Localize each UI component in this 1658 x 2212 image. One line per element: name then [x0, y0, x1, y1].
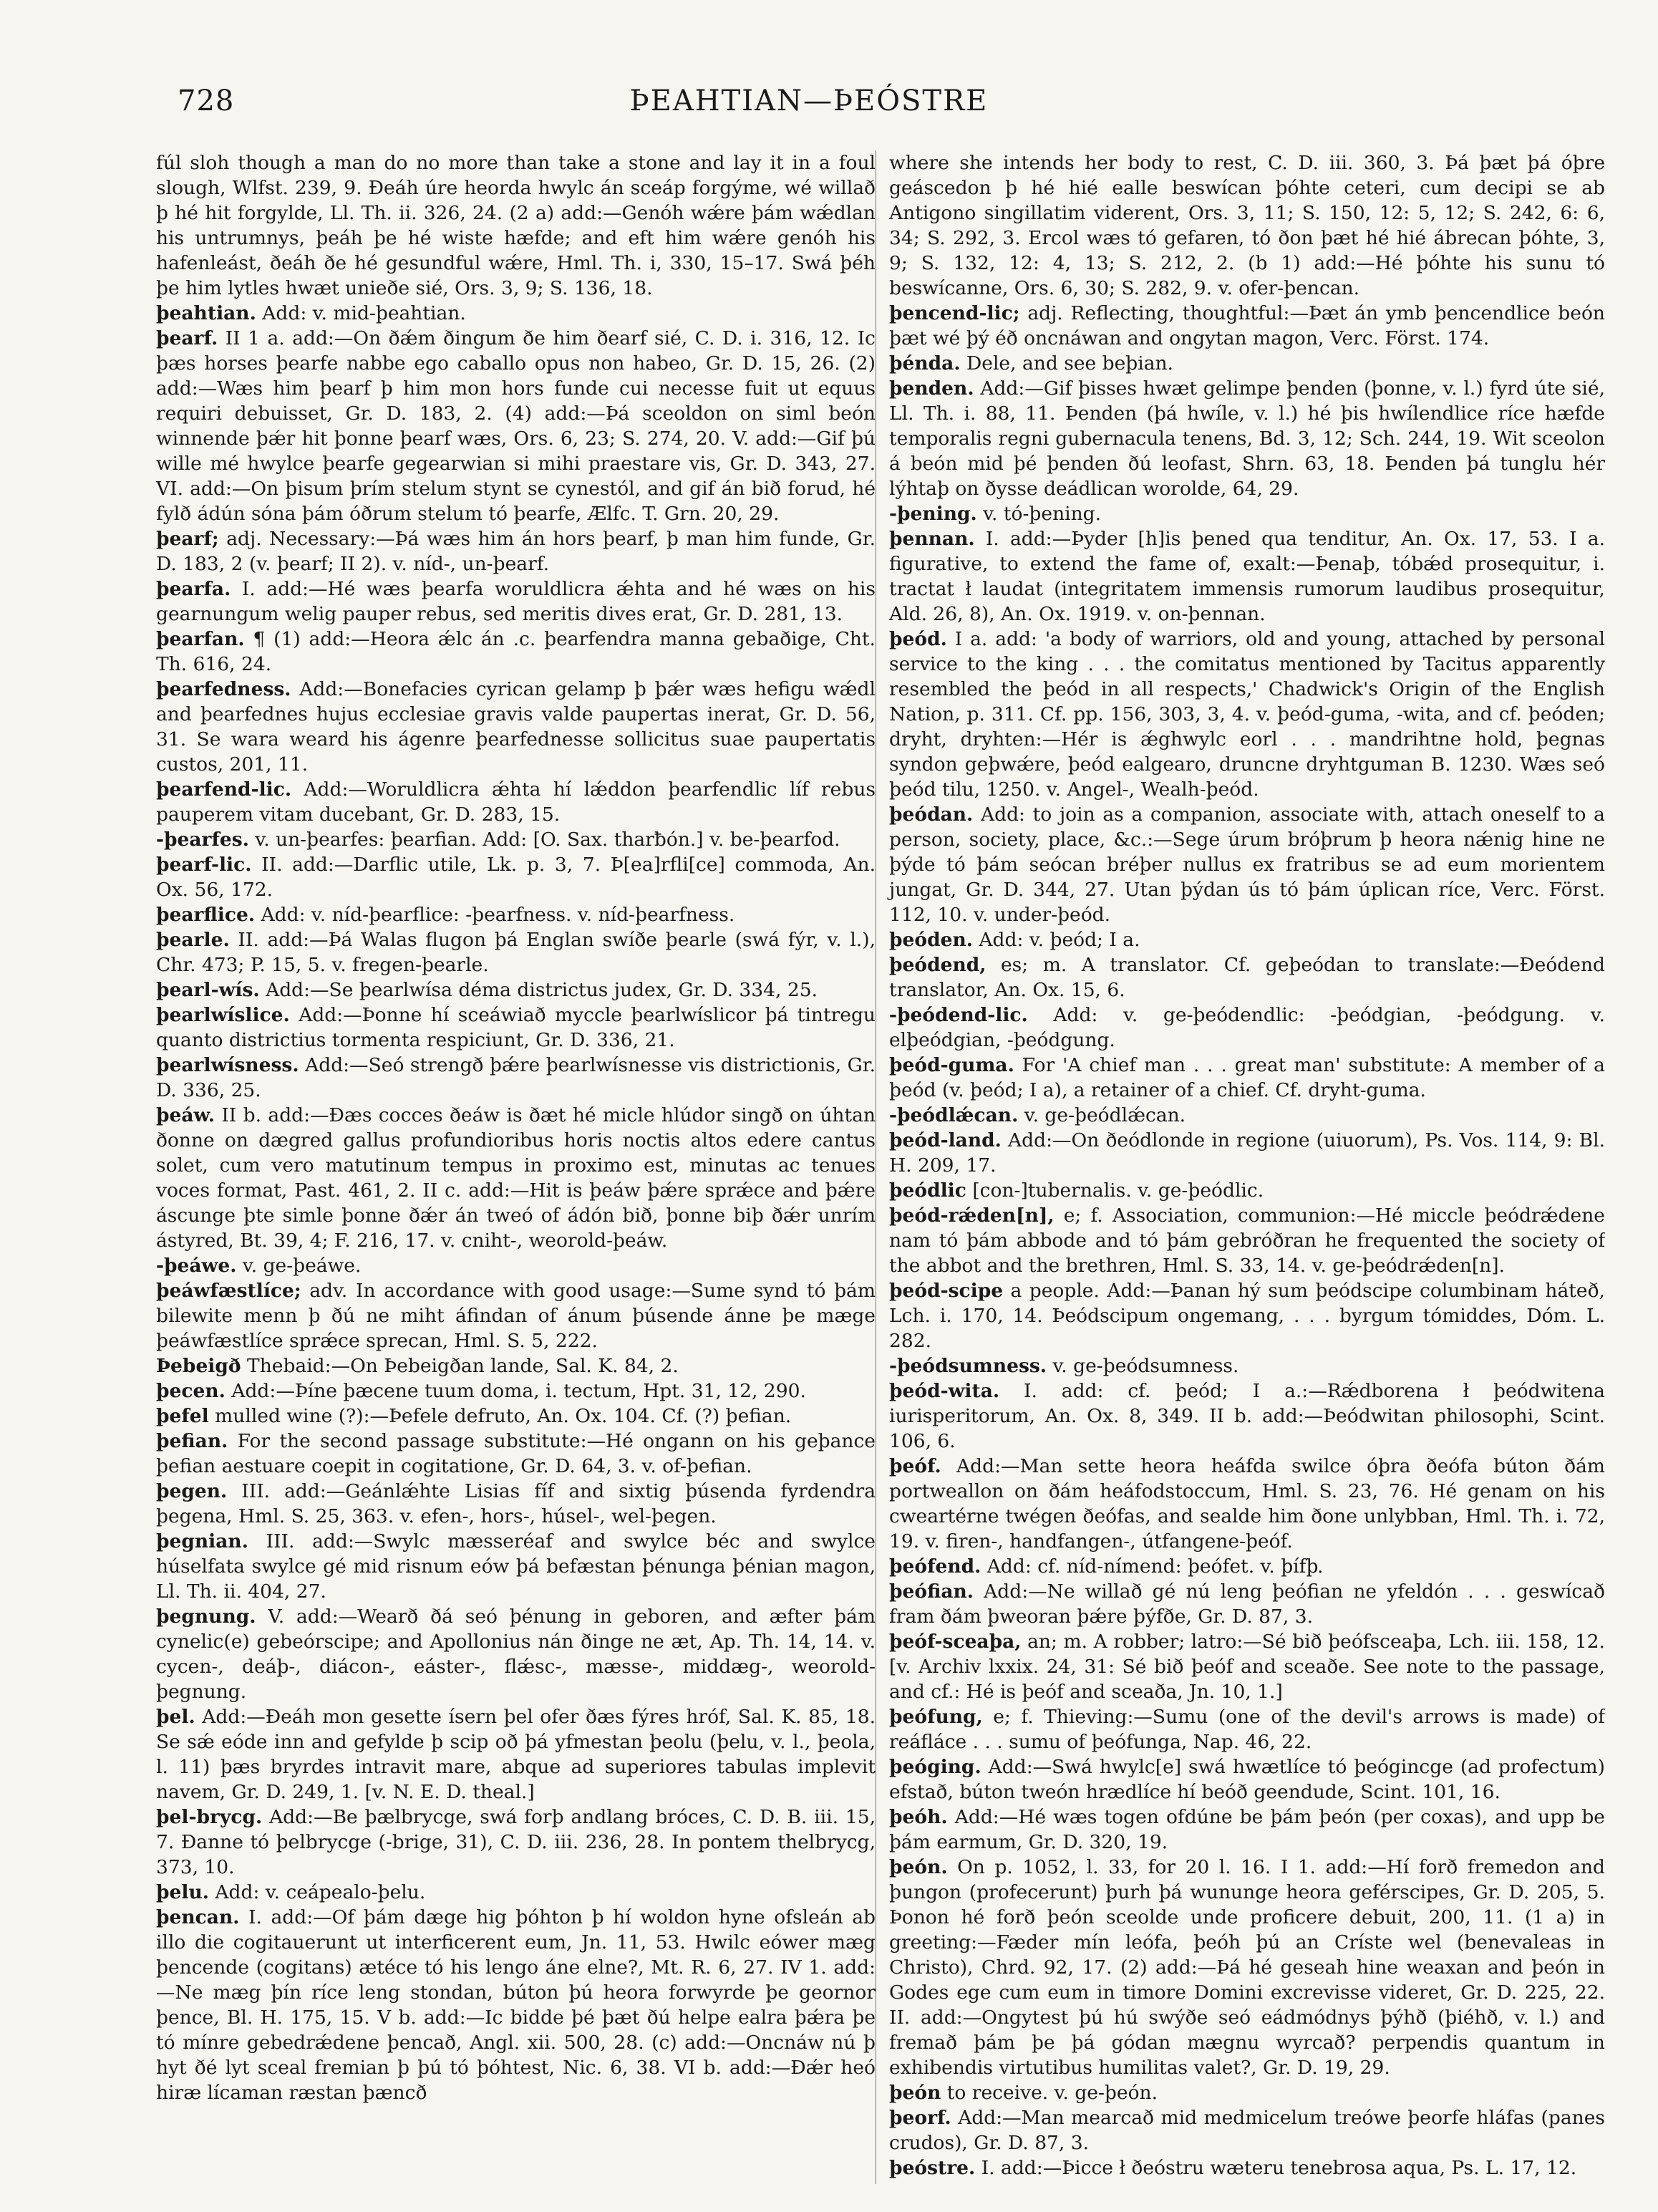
entry-headword: -þening. [889, 503, 977, 525]
entry-text: v. tó-þening. [983, 503, 1102, 525]
entry-text: II 1 a. add:—On ðǽm ðingum ðe him ðearf sié, C. D. i. 316, 12. Ic þæs horses þearfe nabbe ego caballo opus non habeo, Gr. D. 15, 26. (2) add:—Wæs him þearf þ him mon hors funde cui necesse fuit ut equus requiri debuisset, Gr. D. 183, 2. (4) add:—Þá sceoldon on siml beón winnende þǽr hit þonne þearf wæs, Ors. 6, 23; S. 274, 20. V. add:—Gif þú wille mé hwylce þearfe gegearwian si mihi praestare vis, Gr. D. 343, 27. VI. add:—On þisum þrím stelum stynt se cynestól, and gif án bið forud, hé fylð ádún sóna þám óðrum stelum tó þearfe, Ælfc. T. Grn. 20, 29. [156, 327, 876, 525]
entry-text: Add:—Woruldlicra ǽhta hí lǽddon þearfendlic líf rebus pauperem vitam ducebant, Gr. D. 283, 15. [156, 778, 876, 826]
entry-text: Add:—Ðeáh mon gesette ísern þel ofer ðæs fýres hróf, Sal. K. 85, 18. Se sǽ eóde inn and gefylde þ scip oð þá yfmestan þeolu (þelu, v. l., þeola, l. 11) þæs bryrdes intravit mare, abque ad superiores tabulas implevit navem, Gr. D. 249, 1. [v. N. E. D. theal.] [156, 1706, 876, 1803]
entry-text: Add:—Man sette heora heáfda swilce óþra ðeófa búton ðám portweallon on ðám heáfodstoccum, Hml. S. 23, 76. Hé genam on his cweartérne twégen ðeófas, and sealde him ðone unlybban, Hml. Th. i. 72, 19. v. firen-, handfangen-, útfangene-þeóf. [889, 1455, 1605, 1552]
entry-headword: þel-brycg. [156, 1806, 263, 1828]
entry-text: adj. Necessary:—Þá wæs him án hors þearf, þ man him funde, Gr. D. 183, 2 (v. þearf; II 2). v. níd-, un-þearf. [156, 528, 876, 575]
entry-headword: þénda. [889, 352, 961, 375]
running-head: ÞEAHTIAN—ÞEÓSTRE [629, 84, 989, 117]
dictionary-entry [156, 1003, 876, 1053]
entry-headword: þenden. [889, 377, 974, 400]
dictionary-entry [156, 1905, 876, 2105]
entry-headword: -þeódlǽcan. [889, 1104, 1019, 1126]
page-header [157, 84, 1460, 135]
entry-headword: þencend-lic; [889, 302, 1020, 324]
entry-text: On p. 1052, l. 33, for 20 l. 16. I 1. add:—Hí forð fremedon and þungon (profecerunt) þurh þá wununge heora geférscipes, Gr. D. 205, 5. Þonon hé forð þeón sceolde unde proficere debuit, 200, 11. (1 a) in greeting:—Fæder mín leófa, þeóh þú an Críste wel (benevaleas in Christo), Chrd. 92, 17. (2) add:—Þá hé geseah hine weaxan and þeón in Godes ege cum eum in timore Domini excrevisse videret, Gr. D. 225, 22. II. add:—Ongytest þú hú swýðe seó eádmódnys þýhð (þiéhð, v. l.) and fremað þám þe þá gódan mægnu wyrcað? perpendis quantum in exhibendis virtutibus humilitas valet?, Gr. D. 19, 29. [889, 1856, 1605, 2079]
entry-headword: þearf-lic. [156, 854, 252, 876]
dictionary-entry [156, 677, 876, 777]
entry-headword: þeód-rǽden[n], [889, 1204, 1055, 1227]
dictionary-entry [156, 1378, 876, 1404]
dictionary-entry [889, 927, 1605, 952]
entry-text: [con-]tubernalis. v. ge-þeódlic. [972, 1179, 1264, 1202]
dictionary-entry [156, 827, 876, 852]
entry-headword: þeófend. [889, 1555, 981, 1578]
dictionary-entry [156, 1429, 876, 1479]
entry-text: Add:—Be þælbrycge, swá forþ andlang bróces, C. D. B. iii. 15, 7. Ðanne tó þelbrycge (-brige, 31), C. D. iii. 236, 28. In pontem thelbrycg, 373, 10. [156, 1806, 876, 1878]
dictionary-entry [156, 1278, 876, 1353]
entry-text: Add:—Ne willað gé nú leng þeófian ne yfeldón . . . geswícað fram ðám þweoran þǽre þýfðe, Gr. D. 87, 3. [889, 1580, 1605, 1628]
dictionary-entry [156, 576, 876, 627]
entry-text: Add:—Seó strengð þǽre þearlwísnesse vis districtionis, Gr. D. 336, 25. [156, 1054, 876, 1101]
entry-text: III. add:—Geánlǽhte Lisias fíf and sixtig þúsenda fyrdendra þegena, Hml. S. 25, 363. v. efen-, hors-, húsel-, wel-þegen. [156, 1480, 876, 1527]
entry-text: Add:—On ðeódlonde in regione (uiuorum), Ps. Vos. 114, 9: Bl. H. 209, 17. [889, 1129, 1605, 1177]
dictionary-entry [889, 376, 1605, 501]
dictionary-entry [889, 150, 1605, 301]
entry-text: adj. Reflecting, thoughtful:—Þæt án ymb þencendlice beón þæt wé þý éð oncnáwan and ongytan magon, Verc. Först. 174. [889, 302, 1605, 349]
entry-headword: þel. [156, 1706, 195, 1728]
entry-text: I. add:—Hé wæs þearfa woruldlicra ǽhta and hé wæs on his gearnungum welig pauper rebus, sed meritis dives erat, Gr. D. 281, 13. [156, 578, 876, 625]
entry-headword: þefian. [156, 1430, 228, 1452]
entry-text: e; f. Thieving:—Sumu (one of the devil's arrows is made) of reáfláce . . . sumu of þeófunga, Nap. 46, 22. [889, 1706, 1605, 1753]
entry-headword: þecen. [156, 1380, 226, 1402]
entry-text: v. ge-þeódlǽcan. [1024, 1104, 1186, 1126]
dictionary-entry [889, 2155, 1605, 2180]
entry-text: II b. add:—Ðæs cocces ðeáw is ðæt hé micle hlúdor singð on úhtan ðonne on dægred gallus profundioribus horis noctis altos edere cantus solet, cum vero matutinum tempus in proximo est, minutas ac tenues voces format, Past. 461, 2. II c. add:—Hit is þeáw þǽre sprǽce and þǽre áscunge þte simle þonne ðǽr án tweó of ádón bið, þonne biþ ðǽr unrím ástyred, Bt. 39, 4; F. 216, 17. v. cniht-, weorold-þeáw. [156, 1104, 876, 1252]
dictionary-entry [156, 1880, 876, 1905]
entry-headword: þegnung. [156, 1605, 256, 1628]
entry-text: Dele, and see beþian. [966, 352, 1173, 375]
dictionary-entry [889, 301, 1605, 351]
dictionary-entry [889, 1178, 1605, 1203]
dictionary-entry [156, 1805, 876, 1880]
entry-text: Add: cf. níd-nímend: þeófet. v. þífþ. [986, 1555, 1324, 1578]
entry-text: Add:—Þíne þæcene tuum doma, i. tectum, Hpt. 31, 12, 290. [231, 1380, 806, 1402]
entry-headword: þeorf. [889, 2107, 951, 2129]
dictionary-entry [156, 1353, 876, 1378]
entry-headword: þeódlic [889, 1179, 966, 1202]
dictionary-entry [156, 902, 876, 927]
entry-text: ¶ (1) add:—Heora ǽlc án .c. þearfendra manna gebaðige, Cht. Th. 616, 24. [156, 628, 876, 675]
dictionary-entry [889, 1053, 1605, 1103]
entry-headword: þearf; [156, 528, 219, 550]
dictionary-entry [889, 1378, 1605, 1454]
entry-text: I a. add: 'a body of warriors, old and young, attached by personal service to the king . . . the comitatus mentioned by Tacitus apparently resembled the þeód in all respects,' Chadwick's Origin of the English Nation, p. 311. Cf. pp. 156, 303, 3, 4. v. þeód-guma, -wita, and cf. þeóden; dryht, dryhten:—Hér is ǽghwylc eorl . . . mandrihtne hold, þegnas syndon geþwǽre, þeód ealgearo, druncne dryhtguman B. 1230. Wæs seó þeód tilu, 1250. v. Angel-, Wealh-þeód. [889, 628, 1605, 801]
dictionary-entry [156, 1604, 876, 1704]
entry-text: Add:—Swá hwylc[e] swá hwætlíce tó þeógincge (ad profectum) efstað, búton tweón hrædlíce hí beóð geendude, Scint. 101, 16. [889, 1756, 1605, 1803]
entry-text: v. ge-þeódsumness. [1052, 1355, 1239, 1377]
entry-text: I. add: cf. þeód; I a.:—Rǽdborena ł þeódwitena iurisperitorum, An. Ox. 8, 349. II b. add:—Þeódwitan philosophi, Scint. 106, 6. [889, 1380, 1605, 1452]
entry-headword: -þearfes. [156, 829, 249, 851]
entry-headword: þeófian. [889, 1580, 974, 1603]
entry-headword: þearfedness. [156, 678, 291, 700]
entry-text: For the second passage substitute:—Hé ongann on his geþance þefian aestuare coepit in cogitatione, Gr. D. 64, 3. v. of-þefian. [156, 1430, 876, 1477]
dictionary-entry [889, 802, 1605, 927]
entry-headword: þeáw. [156, 1104, 215, 1126]
dictionary-entry [889, 501, 1605, 526]
left-column [156, 150, 876, 2184]
entry-headword: þearfan. [156, 628, 245, 650]
entry-text: Add: v. ceápealo-þelu. [215, 1881, 426, 1903]
dictionary-entry [156, 1479, 876, 1529]
entry-text: Add: v. mid-þeahtian. [262, 302, 466, 324]
entry-text: to receive. v. ge-þeón. [946, 2082, 1158, 2104]
entry-text: fúl sloh though a man do no more than take a stone and lay it in a foul slough, Wlfst. 239, 9. Ðeáh úre heorda hwylc án sceáp forgýme, wé willað þ hé hit forgylde, Ll. Th. ii. 326, 24. (2 a) add:—Genóh wǽre þám wǽdlan his untrumnys, þeáh þe hé wiste hæfde; and eft him wǽre genóh his hafenleást, ðeáh ðe hé gesundful wǽre, Hml. Th. i, 330, 15–17. Swá þéh þe him lytles hwæt unieðe sié, Ors. 3, 9; S. 136, 18. [156, 152, 876, 299]
entry-text: Add:—Se þearlwísa déma districtus judex, Gr. D. 334, 25. [266, 979, 818, 1001]
dictionary-entry [889, 627, 1605, 802]
entry-headword: þennan. [889, 528, 975, 550]
dictionary-entry [889, 1454, 1605, 1554]
entry-headword: þearfa. [156, 578, 231, 600]
dictionary-entry [889, 1805, 1605, 1855]
dictionary-entry [889, 1579, 1605, 1629]
entry-text: v. ge-þeáwe. [242, 1255, 362, 1277]
dictionary-entry [156, 150, 876, 301]
entry-headword: þeahtian. [156, 302, 256, 324]
entry-headword: þeód-guma. [889, 1054, 1014, 1076]
dictionary-entry [156, 1529, 876, 1604]
dictionary-entry [889, 1128, 1605, 1178]
dictionary-entry [156, 852, 876, 902]
entry-headword: þeófung, [889, 1706, 983, 1728]
entry-headword: þeóstre. [889, 2157, 976, 2179]
entry-headword: þeóh. [889, 1806, 948, 1828]
dictionary-entry [156, 777, 876, 827]
entry-headword: þearle. [156, 929, 230, 951]
entry-text: II. add:—Þá Walas flugon þá Englan swíðe þearle (swá fýr, v. l.), Chr. 473; P. 15, 5. v. fregen-þearle. [156, 929, 876, 976]
entry-headword: þeóden. [889, 929, 973, 951]
entry-headword: þeód-scipe [889, 1280, 1004, 1302]
dictionary-entry [889, 1704, 1605, 1754]
dictionary-entry [156, 326, 876, 526]
entry-headword: þearfend-lic. [156, 778, 292, 801]
entry-text: v. un-þearfes: þearfian. Add: [O. Sax. tharƀón.] v. be-þearfod. [255, 829, 840, 851]
entry-text: Add:—Hé wæs togen ofdúne be þám þeón (per coxas), and upp be þám earmum, Gr. D. 320, 19. [889, 1806, 1605, 1853]
entry-headword: þeáwfæstlíce; [156, 1280, 301, 1302]
dictionary-entry [889, 2080, 1605, 2105]
entry-headword: þefel [156, 1405, 209, 1427]
entry-text: Thebaid:—On Þebeigðan lande, Sal. K. 84, 2. [247, 1355, 679, 1377]
entry-headword: -þeódend-lic. [889, 1004, 1028, 1026]
entry-text: e; f. Association, communion:—Hé miccle þeódrǽdene nam tó þám abbode and tó þám gebróðran he frequented the society of the abbot and the brethren, Hml. S. 33, 14. v. ge-þeódrǽden[n]. [889, 1204, 1605, 1277]
entry-text: mulled wine (?):—Þefele defruto, An. Ox. 104. Cf. (?) þefian. [215, 1405, 792, 1427]
entry-text: Add: v. þeód; I a. [979, 929, 1140, 951]
entry-headword: þelu. [156, 1881, 209, 1903]
entry-headword: þeóf. [889, 1455, 941, 1477]
entry-text: an; m. A robber; latro:—Sé bið þeófsceaþa, Lch. iii. 158, 12. [v. Archiv lxxix. 24, 31: Sé bið þeóf and sceaðe. See note to the passage, and cf.: Hé is þeóf and sceaða, Jn. 10, 1.] [889, 1631, 1605, 1703]
entry-text: III. add:—Swylc mæsseréaf and swylce béc and swylce húselfata swylce gé mid risnum eów þá befæstan þénunga þénian magon, Ll. Th. ii. 404, 27. [156, 1530, 876, 1603]
dictionary-entry [889, 1754, 1605, 1805]
entry-text: I. add:—Þicce ł ðeóstru wæteru tenebrosa aqua, Ps. L. 17, 12. [981, 2157, 1577, 2179]
entry-text: V. add:—Wearð ðá seó þénung in geboren, and æfter þám cynelic(e) gebeórscipe; and Apollonius nán ðinge ne æt, Ap. Th. 14, 14. v. cycen-, deáþ-, diácon-, eáster-, flǽsc-, mæsse-, middæg-, weorold-þegnung. [156, 1605, 876, 1703]
entry-headword: þeón. [889, 1856, 948, 1878]
entry-text: Add: v. níd-þearflice: -þearfness. v. níd-þearfness. [261, 904, 735, 926]
dictionary-entry [889, 1003, 1605, 1053]
dictionary-entry [156, 627, 876, 677]
entry-headword: þegen. [156, 1480, 228, 1502]
entry-text: Add:—Man mearcað mid medmicelum treówe þeorfe hláfas (panes crudos), Gr. D. 87, 3. [889, 2107, 1605, 2154]
entry-headword: þearf. [156, 327, 218, 349]
entry-headword: þeóf-sceaþa, [889, 1631, 1022, 1653]
dictionary-entry [156, 526, 876, 576]
page-number: 728 [178, 84, 235, 117]
entry-headword: þeódan. [889, 803, 974, 826]
dictionary-entry [889, 351, 1605, 376]
dictionary-entry [156, 977, 876, 1003]
entry-headword: þencan. [156, 1906, 240, 1928]
entry-headword: Þebeigð [156, 1355, 241, 1377]
dictionary-entry [889, 1353, 1605, 1378]
dictionary-entry [156, 927, 876, 977]
entry-text: a people. Add:—Þanan hý sum þeódscipe columbinam háteð, Lch. i. 170, 14. Þeódscipum ongemang, . . . byrgum tómiddes, Dóm. L. 282. [889, 1280, 1605, 1352]
dictionary-entry [889, 952, 1605, 1003]
entry-headword: þeóging. [889, 1756, 981, 1778]
entry-headword: þearl-wís. [156, 979, 260, 1001]
entry-headword: þearflice. [156, 904, 256, 926]
entry-text: Add: to join as a companion, associate with, attach oneself to a person, society, place, &c.:—Sege úrum bróþrum þ heora nǽnig hine ne þýde tó þám seócan bréþer nullus ex fratribus se ad eum morientem jungat, Gr. D. 344, 27. Utan þýdan ús tó þám úplican ríce, Verc. Först. 112, 10. v. under-þeód. [889, 803, 1605, 926]
dictionary-entry [156, 1253, 876, 1278]
entry-text: For 'A chief man . . . great man' substitute: A member of a þeód (v. þeód; I a), a retainer of a chief. Cf. dryht-guma. [889, 1054, 1605, 1101]
entry-text: I. add:—Þyder [h]is þened qua tenditur, An. Ox. 17, 53. I a. figurative, to extend the fame of, exalt:—Þenaþ, tóbǽd prosequitur, i. tractat ł laudat (integritatem immensis rumorum laudibus prosequitur, Ald. 26, 8), An. Ox. 1919. v. on-þennan. [889, 528, 1605, 625]
dictionary-entry [156, 1404, 876, 1429]
dictionary-entry [156, 1704, 876, 1805]
entry-headword: þeód-wita. [889, 1380, 1000, 1402]
entry-text: Add:—Þonne hí sceáwiað myccle þearlwíslicor þá tintregu quanto districtius tormenta respiciunt, Gr. D. 336, 21. [156, 1004, 876, 1051]
entry-text: Add: v. ge-þeódendlic: -þeódgian, -þeódgung. v. elþeódgian, -þeódgung. [889, 1004, 1605, 1051]
dictionary-entry [889, 526, 1605, 627]
dictionary-entry [889, 1278, 1605, 1353]
right-column [876, 150, 1605, 2184]
dictionary-entry [889, 1103, 1605, 1128]
dictionary-entry [889, 1203, 1605, 1278]
entry-text: Add:—Bonefacies cyrican gelamp þ þǽr wæs hefigu wǽdl and þearfednes hujus ecclesiae gravis valde paupertas inerat, Gr. D. 56, 31. Se wara weard his ágenre þearfednesse sollicitus suae paupertatis custos, 201, 11. [156, 678, 876, 776]
entry-headword: þearlwíslice. [156, 1004, 290, 1026]
entry-text: II. add:—Darflic utile, Lk. p. 3, 7. Þ[ea]rfli[ce] commoda, An. Ox. 56, 172. [156, 854, 876, 901]
entry-headword: þeón [889, 2082, 941, 2104]
entry-headword: þearlwísness. [156, 1054, 299, 1076]
entry-headword: þegnian. [156, 1530, 248, 1552]
dictionary-entry [889, 1554, 1605, 1579]
dictionary-entry [889, 1855, 1605, 2080]
entry-text: Add:—Gif þisses hwæt gelimpe þenden (þonne, v. l.) fyrd úte sié, Ll. Th. i. 88, 11. Þenden (þá hwíle, v. l.) hé þis hwílendlice ríce hæfde temporalis regni gubernacula tenens, Bd. 3, 12; Sch. 244, 19. Wit sceolon á beón mid þé þenden ðú leofast, Shrn. 63, 18. Þenden þá tunglu hér lýhtaþ on ðysse deádlican worolde, 64, 29. [889, 377, 1605, 500]
entry-text: es; m. A translator. Cf. geþeódan to translate:—Ðeódend translator, An. Ox. 15, 6. [889, 954, 1605, 1001]
entry-headword: þeódend, [889, 954, 986, 976]
entry-headword: -þeódsumness. [889, 1355, 1047, 1377]
entry-headword: þeód. [889, 628, 947, 650]
dictionary-entry [889, 2105, 1605, 2155]
entry-text: adv. In accordance with good usage:—Sume synd tó þám bilewite menn þ ðú ne miht áfindan of ánum þúsende ánne þe mæge þeáwfæstlíce sprǽce sprecan, Hml. S. 5, 222. [156, 1280, 876, 1352]
entry-text: where she intends her body to rest, C. D. iii. 360, 3. Þá þæt þá óþre geáscedon þ hé hié ealle beswícan þóhte ceteri, cum decipi se ab Antigono singillatim viderent, Ors. 3, 11; S. 150, 12: 5, 12; S. 242, 6: 6, 34; S. 292, 3. Ercol wæs tó gefaren, tó ðon þæt hé hié ábrecan þóhte, 3, 9; S. 132, 12: 4, 13; S. 212, 2. (b 1) add:—Hé þóhte his sunu tó beswícanne, Ors. 6, 30; S. 282, 9. v. ofer-þencan. [889, 152, 1605, 299]
dictionary-entry [156, 1103, 876, 1253]
entry-text: I. add:—Of þám dæge hig þóhton þ hí woldon hyne ofsleán ab illo die cogitauerunt ut interficerent eum, Jn. 11, 53. Hwilc eówer mæg þencende (cogitans) ætéce tó his lengo áne elne?, Mt. R. 6, 27. IV 1. add:—Ne mæg þín ríce leng stondan, búton þú heora forwyrde þe geornor þence, Bl. H. 175, 15. V b. add:—Ic bidde þé þæt ðú helpe ealra þǽra þe tó mínre gebedrǽdene þencað, Angl. xii. 500, 28. (c) add:—Oncnáw nú þ hyt ðé lyt sceal fremian þ þú tó þóhtest, Nic. 6, 38. VI b. add:—Ðǽr heó hiræ lícaman ræstan þæncð [156, 1906, 876, 2104]
entry-headword: -þeáwe. [156, 1255, 237, 1277]
entry-headword: þeód-land. [889, 1129, 1002, 1151]
dictionary-entry [156, 301, 876, 326]
dictionary-entry [889, 1629, 1605, 1704]
dictionary-entry [156, 1053, 876, 1103]
